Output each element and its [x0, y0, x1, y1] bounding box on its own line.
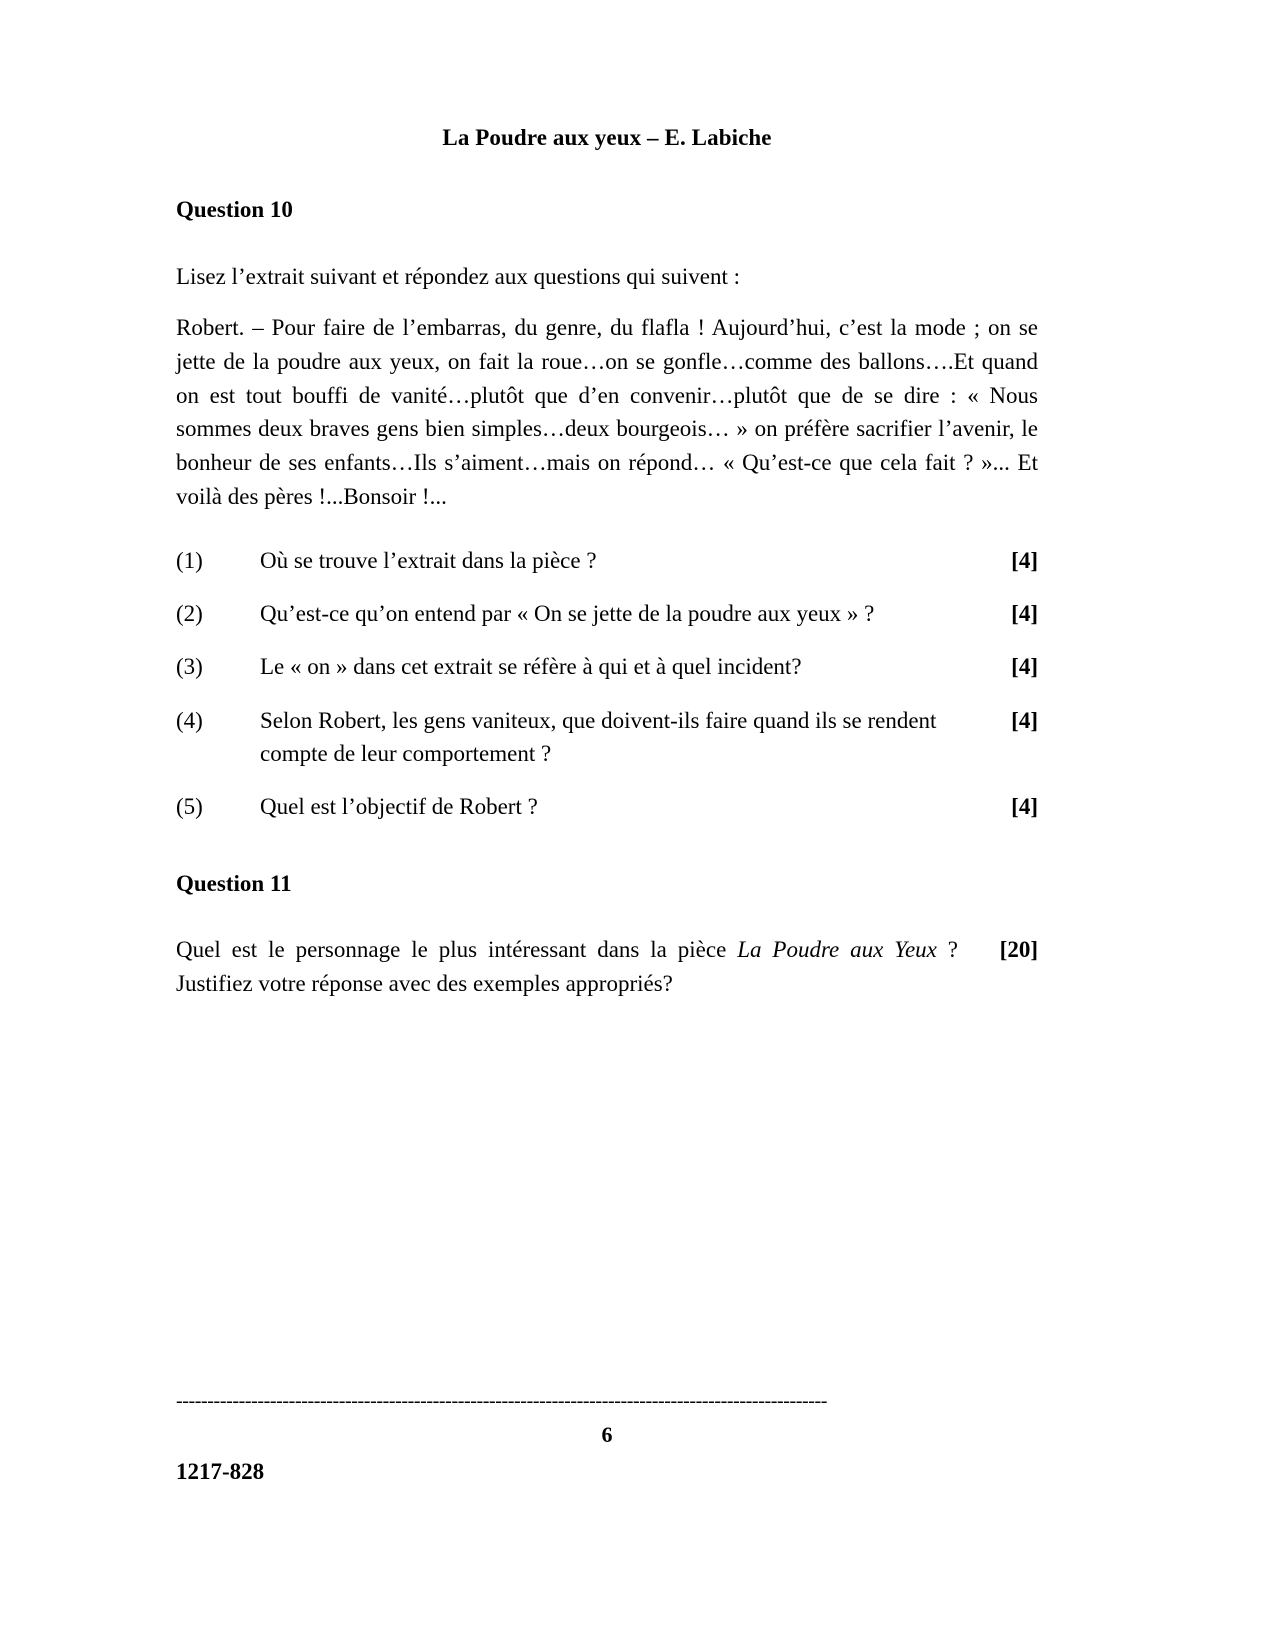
sub-question-marks: [4] — [1011, 654, 1038, 680]
question-10-sub-questions — [176, 544, 1038, 824]
question-11-second-line: Justifiez votre réponse avec des exemples appropriés? — [176, 970, 673, 996]
page-content — [176, 0, 1038, 1000]
sub-question-number: (1) — [176, 547, 203, 573]
sub-question-row — [176, 790, 1038, 823]
page-footer — [176, 1396, 1038, 1486]
sub-question-number: (3) — [176, 654, 203, 680]
question-10-instruction: Lisez l’extrait suivant et répondez aux questions qui suivent : — [176, 263, 740, 289]
sub-question-marks: [4] — [1011, 547, 1038, 573]
sub-question-row — [176, 704, 1038, 771]
question-10-heading: Question 10 — [176, 196, 293, 222]
question-11-marks: [20] — [999, 936, 1038, 962]
paper-code: 1217-828 — [176, 1459, 265, 1485]
sub-question-marks: [4] — [1011, 601, 1038, 627]
sub-question-row — [176, 544, 1038, 577]
sub-question-number: (4) — [176, 707, 203, 733]
question-11-text-before-title: Quel est le personnage le plus intéressant dans la pièce — [176, 936, 738, 962]
question-11-text-after-title: ? — [936, 936, 958, 962]
page-title: La Poudre aux yeux – E. Labiche — [442, 125, 772, 150]
sub-question-marks: [4] — [1011, 707, 1038, 733]
question-11-body — [176, 933, 1038, 1001]
sub-question-text: Le « on » dans cet extrait se réfère à qui et à quel incident? — [260, 654, 802, 680]
sub-question-number: (2) — [176, 601, 203, 627]
question-11-text — [176, 933, 976, 1001]
page-number: 6 — [601, 1422, 613, 1447]
play-title-italic: La Poudre aux Yeux — [737, 936, 937, 962]
sub-question-text: Selon Robert, les gens vaniteux, que doivent-ils faire quand ils se rendent compte de leur comportement ? — [260, 707, 937, 767]
sub-question-row — [176, 597, 1038, 630]
sub-question-text: Où se trouve l’extrait dans la pièce ? — [260, 547, 597, 573]
question-11-heading: Question 11 — [176, 870, 292, 896]
question-10-extract: Robert. – Pour faire de l’embarras, du genre, du flafla ! Aujourd’hui, c’est la mode ; on se jette de la poudre aux yeux, on fait la roue…on se gonfle…comme des ballons….Et quand on est tout bouffi de vanité…plutôt que d’en convenir…plutôt que de se dire : « Nous sommes deux braves gens bien simples…deux bourgeois… » on préfère sacrifier l’avenir, le bonheur de ses enfants…Ils s’aiment…mais on répond… « Qu’est-ce que cela fait ? »... Et voilà des pères !...Bonsoir !... — [176, 314, 1038, 509]
footer-divider: -------------------------------------------------------------------------------------------------------- — [176, 1396, 828, 1410]
sub-question-text: Qu’est-ce qu’on entend par « On se jette de la poudre aux yeux » ? — [260, 601, 875, 627]
sub-question-marks: [4] — [1011, 794, 1038, 820]
sub-question-number: (5) — [176, 794, 203, 820]
sub-question-text: Quel est l’objectif de Robert ? — [260, 794, 538, 820]
sub-question-row — [176, 650, 1038, 683]
